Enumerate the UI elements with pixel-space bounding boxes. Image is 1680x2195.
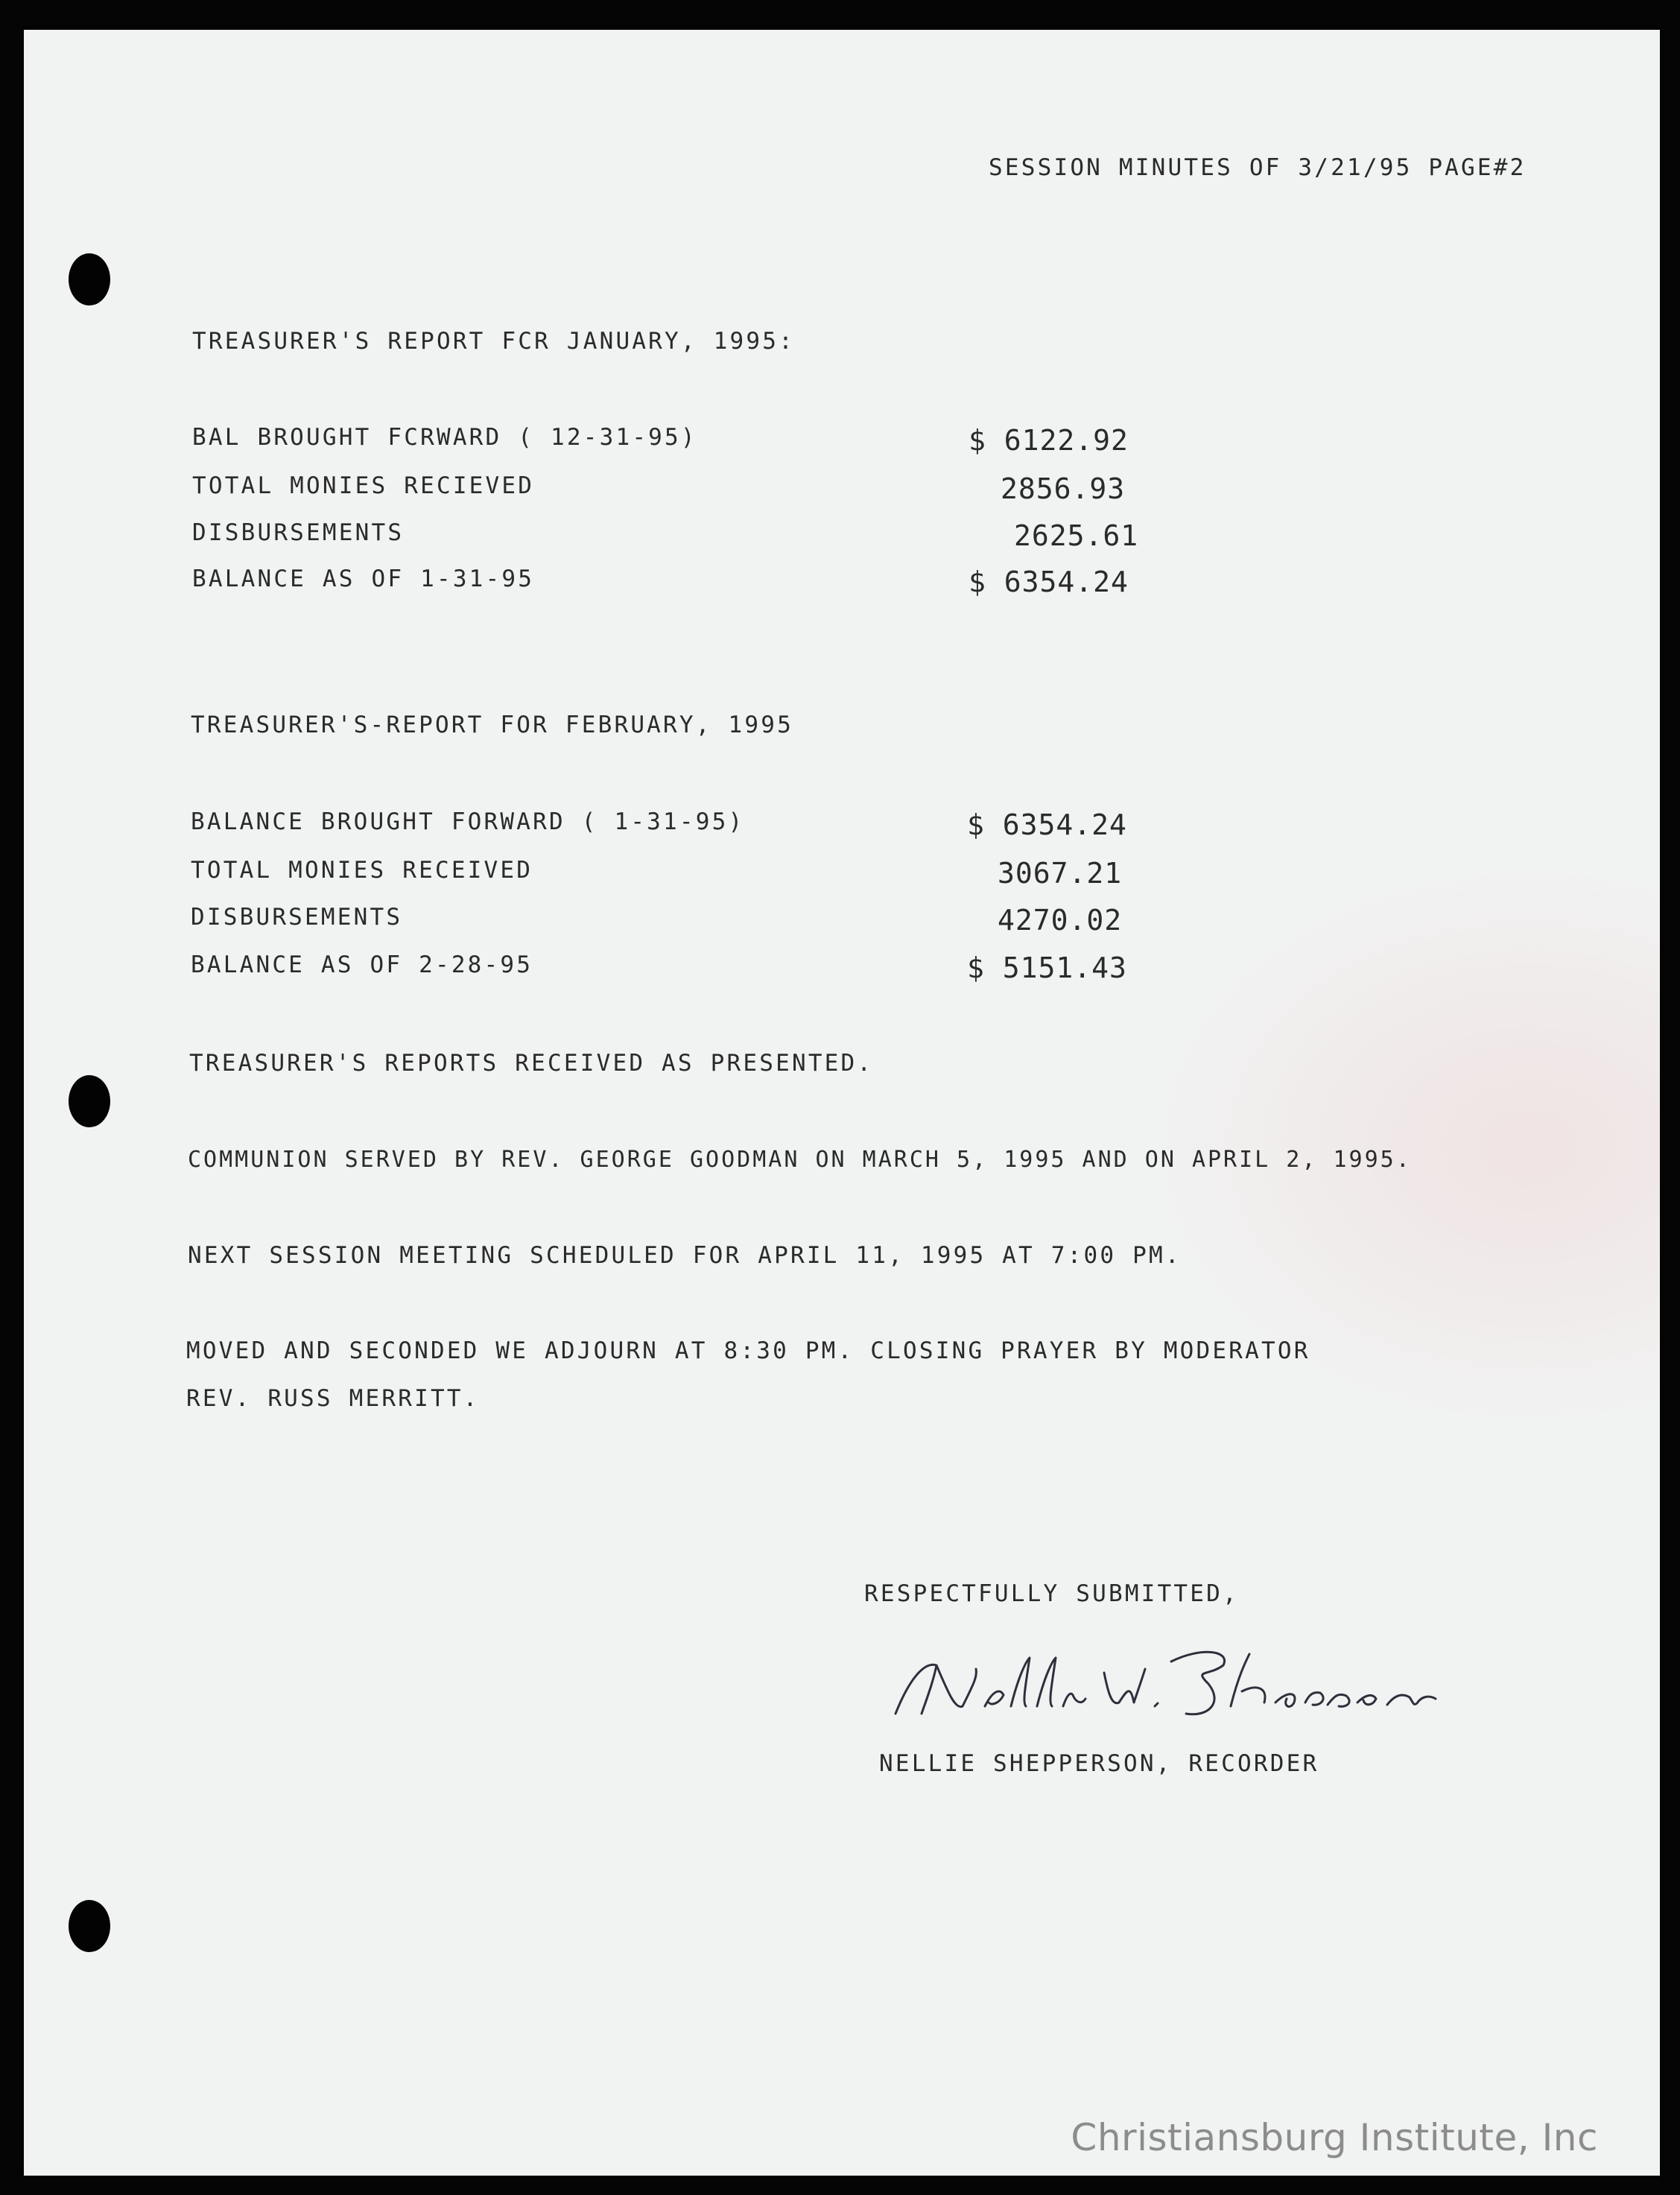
punch-hole-top xyxy=(69,253,110,305)
feb-row-label: TOTAL MONIES RECEIVED xyxy=(191,857,533,884)
handwritten-signature xyxy=(881,1632,1462,1736)
document-page xyxy=(24,30,1660,2176)
adjourn-line-2: REV. RUSS MERRITT. xyxy=(186,1385,480,1412)
feb-row-label: BALANCE BROUGHT FORWARD ( 1-31-95) xyxy=(191,808,745,835)
page-header: SESSION MINUTES OF 3/21/95 PAGE#2 xyxy=(989,154,1527,181)
watermark-text: Christiansburg Institute, Inc xyxy=(1071,2116,1598,2159)
communion-note: COMMUNION SERVED BY REV. GEORGE GOODMAN ON MARCH 5, 1995 AND ON APRIL 2, 1995. xyxy=(188,1147,1412,1173)
jan-row-amount: $ 6354.24 xyxy=(969,566,1129,598)
jan-row-label: TOTAL MONIES RECIEVED xyxy=(192,472,535,499)
feb-row-label: BALANCE AS OF 2-28-95 xyxy=(191,951,533,978)
jan-row-amount: $ 6122.92 xyxy=(969,424,1129,457)
jan-row-label: BAL BROUGHT FCRWARD ( 12-31-95) xyxy=(192,424,697,451)
feb-row-amount: $ 6354.24 xyxy=(967,808,1127,841)
january-report-title: TREASURER'S REPORT FCR JANUARY, 1995: xyxy=(192,328,795,355)
reports-received-note: TREASURER'S REPORTS RECEIVED AS PRESENTED. xyxy=(189,1050,874,1077)
adjourn-line-1: MOVED AND SECONDED WE ADJOURN AT 8:30 PM. CLOSING PRAYER BY MODERATOR xyxy=(186,1337,1310,1364)
feb-row-amount: $ 5151.43 xyxy=(967,951,1127,984)
jan-row-amount: 2625.61 xyxy=(1014,519,1139,552)
feb-row-amount: 4270.02 xyxy=(998,904,1123,937)
jan-row-label: DISBURSEMENTS xyxy=(192,519,405,546)
next-meeting-note: NEXT SESSION MEETING SCHEDULED FOR APRIL 11, 1995 AT 7:00 PM. xyxy=(188,1242,1182,1269)
punch-hole-bottom xyxy=(69,1900,110,1952)
feb-row-amount: 3067.21 xyxy=(998,857,1123,890)
punch-hole-middle xyxy=(69,1075,110,1127)
jan-row-label: BALANCE AS OF 1-31-95 xyxy=(192,566,535,592)
closing-phrase: RESPECTFULLY SUBMITTED, xyxy=(864,1580,1239,1607)
jan-row-amount: 2856.93 xyxy=(1001,472,1126,505)
feb-row-label: DISBURSEMENTS xyxy=(191,904,403,931)
signer-name: NELLIE SHEPPERSON, RECORDER xyxy=(879,1750,1319,1777)
february-report-title: TREASURER'S-REPORT FOR FEBRUARY, 1995 xyxy=(191,712,793,738)
